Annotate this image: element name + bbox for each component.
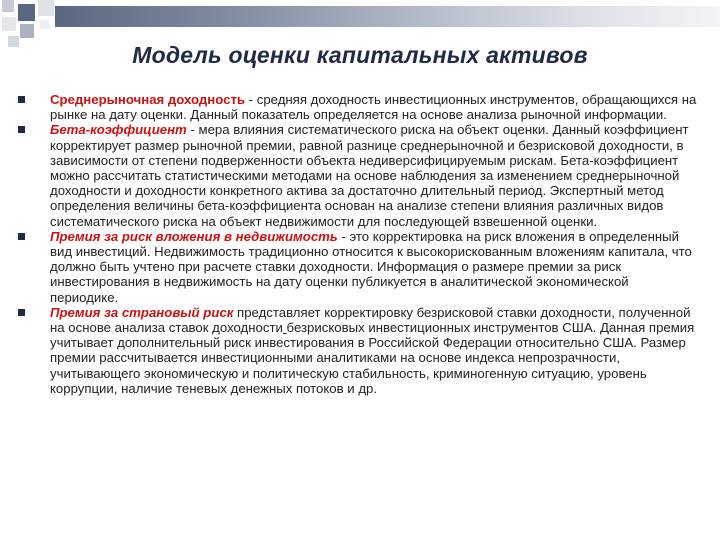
term-label: Бета-коэффициент: [50, 122, 187, 138]
bullet-item: [0, 122, 720, 228]
bullet-text: представляет корректировку безрисковой ставки доходности, полученной на основе анализа ставок доходности: [50, 304, 691, 336]
term-label: Премия за риск вложения в недвижимость: [50, 228, 338, 244]
square-bullet-icon: [18, 126, 25, 133]
bullet-text: - мера влияния систематического риска на объект оценки. Данный коэффициент корректирует размер рыночной премии, равной разнице среднерыночной и безрисковой доходности, в зависимости от степени подверженности объекта недиверсифицируемым рискам. Бета-коэффициент можно рассчитать статистическими методами на основе наблюдения за изменением среднерыночной доходности и доходности конкретного актива за достаточно длительный период. Экспертный метод определения величины бета-коэффициента основан на анализе степени влияния различных видов систематического риска на объект недвижимости для последующей взвешенной оценки.: [50, 122, 689, 229]
bullet-list: [0, 92, 720, 396]
bullet-text: - средняя доходность инвестиционных инструментов, обращающихся на рынке на дату оценки. Данный показатель определяется на основе анализа рыночной информации.: [50, 92, 697, 123]
term-label: Среднерыночная доходность: [50, 92, 246, 107]
square-bullet-icon: [18, 309, 25, 316]
bullet-item: [0, 305, 720, 396]
square-bullet-icon: [18, 96, 25, 103]
term-label: Премия за страновый риск: [50, 304, 234, 320]
header-gradient-band: [55, 6, 720, 27]
bullet-item: [0, 229, 720, 305]
bullet-text: безрисковых инвестиционных инструментов США. Данная премия учитывает дополнительный риск инвестирования в Российской Федерации относительно США. Размер премии рассчитывается инвестиционными аналитиками на основе индекса непрозрачности, учитывающего экономическую и политическую стабильность, криминогенную ситуацию, уровень коррупции, наличие теневых денежных потоков и др.: [50, 320, 695, 396]
slide-title: Модель оценки капитальных активов: [132, 42, 588, 68]
bullet-item: [0, 92, 720, 122]
bullet-text: - это корректировка на риск вложения в определенный вид инвестиций. Недвижимость традиционно относится к высокорискованным вложениям капитала, что должно быть учтено при расчете ставки доходности. Информация о размере премии за риск инвестирования в недвижимость на дату оценки публикуется в аналитической экономической периодике.: [50, 228, 692, 305]
square-bullet-icon: [18, 233, 25, 240]
